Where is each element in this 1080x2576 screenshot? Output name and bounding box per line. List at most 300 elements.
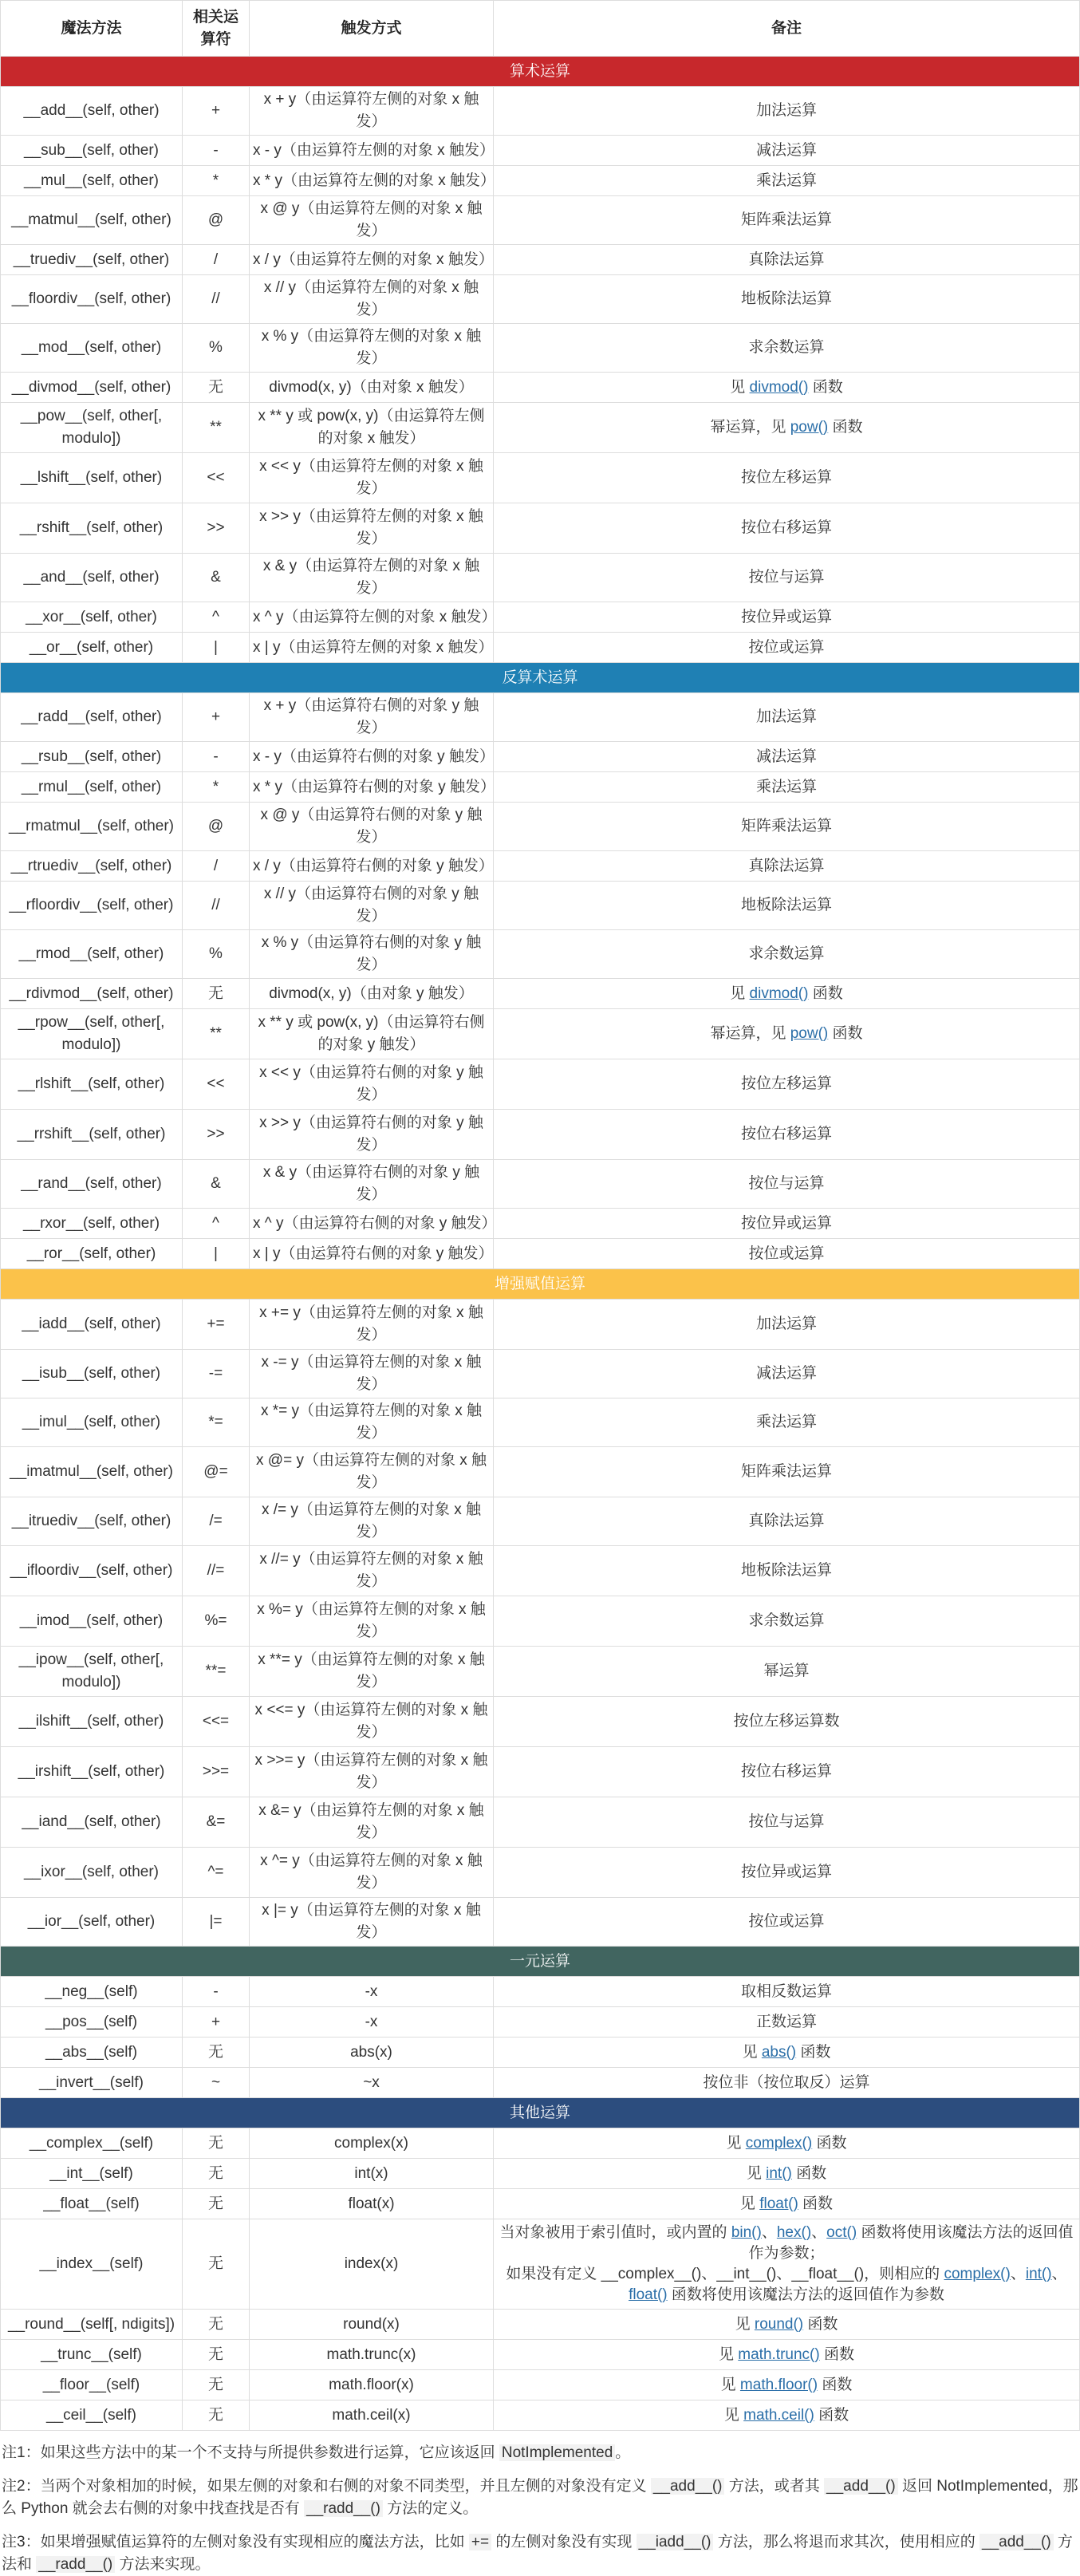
method-cell: __imod__(self, other) [1,1596,183,1647]
method-cell: __floordiv__(self, other) [1,275,183,324]
remark-text: 见 [719,2345,739,2363]
method-cell: __rmod__(self, other) [1,930,183,979]
table-row [1,136,1080,166]
remark-text: 函数 [791,2164,827,2182]
table-row [1,2340,1080,2370]
remark-cell [494,1110,1080,1160]
note-text: 注1：如果这些方法中的某一个不支持与所提供参数进行运算，它应该返回 [2,2444,499,2461]
table-row [1,1300,1080,1350]
remark-cell [494,1497,1080,1546]
table-row [1,2370,1080,2400]
remark-text: 见 [726,2134,746,2152]
section-row [1,1269,1080,1300]
remark-text: 加法运算 [755,102,817,119]
table-row [1,1977,1080,2007]
table-row [1,1596,1080,1647]
trigger-cell: x * y（由运算符左侧的对象 x 触发） [250,166,494,196]
trigger-cell: x // y（由运算符右侧的对象 y 触发） [250,882,494,930]
table-row [1,1209,1080,1239]
function-link[interactable]: complex() [745,2134,813,2152]
method-cell: __rlshift__(self, other) [1,1059,183,1110]
method-cell: __isub__(self, other) [1,1350,183,1398]
function-link[interactable]: math.ceil() [743,2406,814,2424]
trigger-cell: x >> y（由运算符右侧的对象 y 触发） [250,1110,494,1160]
remark-cell [494,324,1080,373]
table-row [1,2128,1080,2159]
operator-cell: % [183,324,250,373]
operator-cell: << [183,453,250,503]
table-row [1,1447,1080,1497]
method-cell: __matmul__(self, other) [1,196,183,245]
method-cell: __trunc__(self) [1,2340,183,2370]
method-cell: __pow__(self, other[, modulo]) [1,403,183,453]
function-link[interactable]: float() [759,2195,798,2212]
remark-text: 取相反数运算 [740,1982,832,2000]
remark-cell [494,1300,1080,1350]
method-cell: __invert__(self) [1,2068,183,2098]
header-method: 魔法方法 [1,1,183,57]
method-cell: __rshift__(self, other) [1,503,183,554]
method-cell: __imul__(self, other) [1,1398,183,1447]
table-row [1,87,1080,136]
trigger-cell: x /= y（由运算符左侧的对象 x 触发） [250,1497,494,1546]
function-link[interactable]: float() [629,2286,668,2303]
method-cell: __complex__(self) [1,2128,183,2159]
method-cell: __rand__(self, other) [1,1160,183,1209]
remark-text: 函数 [828,1025,863,1042]
function-link[interactable]: int() [766,2164,792,2182]
operator-cell: ^= [183,1848,250,1898]
operator-cell: ~ [183,2068,250,2098]
method-cell: __ior__(self, other) [1,1898,183,1947]
note-text: 注3：如果增强赋值运算符的左侧对象没有实现相应的魔法方法，比如 [2,2534,469,2550]
trigger-cell: x * y（由运算符右侧的对象 y 触发） [250,772,494,803]
section-row [1,2098,1080,2128]
function-link[interactable]: complex() [944,2266,1011,2282]
function-link[interactable]: int() [1025,2266,1052,2282]
remark-text: 如果没有定义 __complex__()、__int__()、__float__()，则相应的 [506,2266,944,2282]
remark-text: 按位或运算 [748,1913,825,1930]
remark-text: 、 [1010,2266,1026,2282]
table-row [1,2219,1080,2310]
remark-text: 函数 [812,2134,847,2152]
trigger-cell: divmod(x, y)（由对象 x 触发） [250,373,494,403]
operator-cell: - [183,742,250,772]
method-cell: __itruediv__(self, other) [1,1497,183,1546]
table-row [1,1898,1080,1947]
table-row [1,324,1080,373]
remark-text: 乘法运算 [755,778,817,795]
operator-cell: 无 [183,2340,250,2370]
remark-text: 求余数运算 [748,1612,825,1629]
table-row [1,1647,1080,1697]
remark-cell [494,1797,1080,1848]
operator-cell: >> [183,503,250,554]
operator-cell: @ [183,803,250,851]
trigger-cell: x *= y（由运算符左侧的对象 x 触发） [250,1398,494,1447]
section-title: 反算术运算 [1,663,1080,693]
remark-text: 按位或运算 [748,1245,825,1262]
inline-code: __add__() [979,2534,1054,2550]
function-link[interactable]: math.floor() [739,2376,818,2393]
table-row [1,275,1080,324]
trigger-cell: x & y（由运算符左侧的对象 x 触发） [250,554,494,602]
trigger-cell: round(x) [250,2310,494,2340]
operator-cell: | [183,1239,250,1269]
trigger-cell: x @ y（由运算符左侧的对象 x 触发） [250,196,494,245]
operator-cell: & [183,1160,250,1209]
remark-text: 见 [720,2376,740,2393]
trigger-cell: math.trunc(x) [250,2340,494,2370]
table-row [1,633,1080,663]
remark-text: 函数将使用该魔法方法的返回值作为参数 [667,2286,944,2303]
trigger-cell: index(x) [250,2219,494,2310]
table-row [1,245,1080,275]
note-text: 返回 NotImplemented，那么 Python 就会去右侧的对象中找查找是否有 [2,2478,1078,2517]
remark-text: 地板除法运算 [740,897,832,913]
method-cell: __ipow__(self, other[, modulo]) [1,1647,183,1697]
operator-cell: ^ [183,602,250,633]
remark-text: 幂运算 [763,1663,810,1679]
table-row [1,196,1080,245]
method-cell: __rxor__(self, other) [1,1209,183,1239]
section-title: 算术运算 [1,57,1080,87]
table-row [1,979,1080,1009]
remark-text: 正数运算 [755,2013,817,2030]
remark-cell [494,1398,1080,1447]
operator-cell: * [183,772,250,803]
operator-cell: 无 [183,2128,250,2159]
inline-code: __add__() [824,2478,898,2495]
remark-cell [494,1697,1080,1747]
remark-text: 幂运算，见 [710,1025,790,1042]
function-link[interactable]: round() [754,2315,804,2333]
operator-cell: / [183,851,250,882]
table-body [1,57,1080,2431]
trigger-cell: abs(x) [250,2038,494,2068]
remark-cell [494,2068,1080,2098]
operator-cell: 无 [183,2370,250,2400]
remark-text: 、 [761,2224,777,2241]
trigger-cell: x | y（由运算符右侧的对象 y 触发） [250,1239,494,1269]
remark-text: 按位左移运算数 [733,1713,840,1730]
operator-cell: % [183,930,250,979]
method-cell: __rrshift__(self, other) [1,1110,183,1160]
table-row [1,2310,1080,2340]
remark-text: 乘法运算 [755,172,817,189]
remark-text: 按位右移运算 [740,1126,832,1142]
remark-cell [494,1059,1080,1110]
table-row [1,602,1080,633]
method-cell: __irshift__(self, other) [1,1747,183,1797]
trigger-cell: x & y（由运算符右侧的对象 y 触发） [250,1160,494,1209]
operator-cell: += [183,1300,250,1350]
table-row [1,1239,1080,1269]
remark-text: 真除法运算 [748,1513,825,1529]
remark-text: 地板除法运算 [740,290,832,307]
table-row [1,1697,1080,1747]
section-row [1,1947,1080,1977]
remark-text: 函数 [828,419,863,436]
function-link[interactable]: bin() [731,2224,762,2241]
remark-cell [494,2007,1080,2038]
method-cell: __index__(self) [1,2219,183,2310]
remark-text: 按位左移运算 [740,1075,832,1092]
table-row [1,403,1080,453]
note-text: 方法的定义。 [382,2500,479,2517]
method-cell: __rsub__(self, other) [1,742,183,772]
operator-cell: 无 [183,2189,250,2219]
operator-cell: 无 [183,2159,250,2189]
remark-text: 按位右移运算 [740,1763,832,1780]
remark-text: 按位左移运算 [740,469,832,486]
trigger-cell: x //= y（由运算符左侧的对象 x 触发） [250,1546,494,1596]
table-row [1,742,1080,772]
remark-text: 当对象被用于索引值时，或内置的 [499,2224,731,2241]
operator-cell: // [183,275,250,324]
inline-code: __radd__() [36,2556,115,2573]
remark-text: 按位与运算 [748,1813,825,1830]
trigger-cell: math.ceil(x) [250,2400,494,2431]
remark-cell [494,742,1080,772]
operator-cell: 无 [183,979,250,1009]
remark-text: 函数 [798,2195,834,2212]
remark-cell [494,136,1080,166]
remark-cell [494,196,1080,245]
table-row [1,1009,1080,1059]
trigger-cell: -x [250,2007,494,2038]
table-row [1,772,1080,803]
method-cell: __iand__(self, other) [1,1797,183,1848]
remark-cell [494,1898,1080,1947]
function-link[interactable]: oct() [826,2224,857,2241]
operator-cell: >>= [183,1747,250,1797]
trigger-cell: x &= y（由运算符左侧的对象 x 触发） [250,1797,494,1848]
remark-text: 减法运算 [755,748,817,765]
operator-cell: |= [183,1898,250,1947]
function-link[interactable]: divmod() [749,378,809,396]
function-link[interactable]: divmod() [749,984,809,1002]
remark-cell [494,1239,1080,1269]
header-row [1,1,1080,57]
remark-cell [494,882,1080,930]
trigger-cell: x ^ y（由运算符左侧的对象 x 触发） [250,602,494,633]
remark-cell [494,373,1080,403]
remark-text: 按位右移运算 [740,519,832,536]
operator-cell: 无 [183,2219,250,2310]
remark-text: 函数 [808,378,843,396]
remark-text: 见 [735,2315,755,2333]
remark-cell [494,166,1080,196]
trigger-cell: x << y（由运算符左侧的对象 x 触发） [250,453,494,503]
table-row [1,2068,1080,2098]
remark-cell [494,1209,1080,1239]
remark-text: 函数 [796,2043,831,2061]
method-cell: __xor__(self, other) [1,602,183,633]
remark-text: 真除法运算 [748,250,825,268]
operator-cell: * [183,166,250,196]
trigger-cell: math.floor(x) [250,2370,494,2400]
trigger-cell: x >> y（由运算符左侧的对象 x 触发） [250,503,494,554]
remark-cell [494,2340,1080,2370]
method-cell: __truediv__(self, other) [1,245,183,275]
operator-cell: -= [183,1350,250,1398]
trigger-cell: x >>= y（由运算符左侧的对象 x 触发） [250,1747,494,1797]
trigger-cell: x ^ y（由运算符右侧的对象 y 触发） [250,1209,494,1239]
trigger-cell: x << y（由运算符右侧的对象 y 触发） [250,1059,494,1110]
table-row [1,503,1080,554]
method-cell: __ror__(self, other) [1,1239,183,1269]
remark-cell [494,1596,1080,1647]
remark-cell [494,2038,1080,2068]
trigger-cell: -x [250,1977,494,2007]
trigger-cell: x + y（由运算符右侧的对象 y 触发） [250,693,494,742]
section-row [1,663,1080,693]
method-cell: __divmod__(self, other) [1,373,183,403]
header-operator: 相关运算符 [183,1,250,57]
inline-code: NotImplemented [499,2444,615,2461]
remark-cell [494,2400,1080,2431]
remark-cell [494,1160,1080,1209]
table-row [1,1497,1080,1546]
operator-cell: // [183,882,250,930]
operator-cell: *= [183,1398,250,1447]
remark-text: 真除法运算 [748,857,825,874]
note-text: 的左侧对象没有实现 [491,2534,637,2550]
trigger-cell: x += y（由运算符左侧的对象 x 触发） [250,1300,494,1350]
note-paragraph [0,2442,1079,2464]
trigger-cell: complex(x) [250,2128,494,2159]
function-link[interactable]: math.trunc() [738,2345,820,2363]
trigger-cell: x ^= y（由运算符左侧的对象 x 触发） [250,1848,494,1898]
remark-text: 矩阵乘法运算 [740,211,832,228]
trigger-cell: x // y（由运算符左侧的对象 x 触发） [250,275,494,324]
remark-text: 函数 [818,2376,853,2393]
section-row [1,57,1080,87]
remark-text: 地板除法运算 [740,1562,832,1579]
operator-cell: + [183,87,250,136]
trigger-cell: x | y（由运算符左侧的对象 x 触发） [250,633,494,663]
trigger-cell: x **= y（由运算符左侧的对象 x 触发） [250,1647,494,1697]
remark-text: 见 [742,2043,762,2061]
notes [0,2442,1079,2576]
remark-cell [494,633,1080,663]
remark-cell [494,403,1080,453]
method-cell: __floor__(self) [1,2370,183,2400]
remark-text: 求余数运算 [748,339,825,356]
remark-cell [494,930,1080,979]
function-link[interactable]: hex() [776,2224,812,2241]
operator-cell: | [183,633,250,663]
trigger-cell: int(x) [250,2159,494,2189]
method-cell: __add__(self, other) [1,87,183,136]
function-link[interactable]: pow() [790,1025,829,1042]
table-row [1,1160,1080,1209]
method-cell: __rfloordiv__(self, other) [1,882,183,930]
remark-text: 按位异或运算 [740,608,832,625]
trigger-cell: x ** y 或 pow(x, y)（由运算符左侧的对象 x 触发） [250,403,494,453]
remark-text: 见 [730,984,750,1002]
operator-cell: @ [183,196,250,245]
remark-text: 函数 [803,2315,838,2333]
remark-cell [494,2370,1080,2400]
method-cell: __rpow__(self, other[, modulo]) [1,1009,183,1059]
section-title: 其他运算 [1,2098,1080,2128]
remark-text: 求余数运算 [748,945,825,962]
remark-text: 见 [723,2406,744,2424]
method-cell: __imatmul__(self, other) [1,1447,183,1497]
inline-code: += [469,2534,491,2550]
method-cell: __ixor__(self, other) [1,1848,183,1898]
operator-cell: >> [183,1110,250,1160]
trigger-cell: float(x) [250,2189,494,2219]
table-row [1,373,1080,403]
remark-text: 减法运算 [755,1365,817,1382]
table-row [1,1398,1080,1447]
trigger-cell: x @ y（由运算符右侧的对象 y 触发） [250,803,494,851]
remark-cell [494,772,1080,803]
remark-cell [494,2128,1080,2159]
method-cell: __neg__(self) [1,1977,183,2007]
remark-text: 加法运算 [755,708,817,725]
trigger-cell: x + y（由运算符左侧的对象 x 触发） [250,87,494,136]
trigger-cell: divmod(x, y)（由对象 y 触发） [250,979,494,1009]
header-trigger: 触发方式 [250,1,494,57]
operator-cell: ** [183,403,250,453]
operator-cell: @= [183,1447,250,1497]
function-link[interactable]: abs() [761,2043,797,2061]
note-paragraph [0,2531,1079,2576]
remark-text: 函数将使用该魔法方法的返回值作为参数； [748,2224,1074,2262]
remark-text: 按位异或运算 [740,1864,832,1880]
method-cell: __pos__(self) [1,2007,183,2038]
table-row [1,851,1080,882]
function-link[interactable]: pow() [790,419,829,436]
remark-cell [494,851,1080,882]
remark-text: 乘法运算 [755,1414,817,1430]
table-row [1,166,1080,196]
remark-text: 按位异或运算 [740,1214,832,1232]
method-cell: __iadd__(self, other) [1,1300,183,1350]
operator-cell: ^ [183,1209,250,1239]
remark-cell [494,803,1080,851]
remark-cell [494,1009,1080,1059]
trigger-cell: x - y（由运算符右侧的对象 y 触发） [250,742,494,772]
operator-cell: ** [183,1009,250,1059]
operator-cell: <<= [183,1697,250,1747]
remark-cell [494,1447,1080,1497]
remark-cell [494,1977,1080,2007]
operator-cell: + [183,693,250,742]
operator-cell: 无 [183,2400,250,2431]
note-text: 。 [615,2444,631,2461]
table-row [1,2038,1080,2068]
operator-cell: << [183,1059,250,1110]
table-row [1,930,1080,979]
method-cell: __ceil__(self) [1,2400,183,2431]
remark-text: 按位或运算 [748,638,825,656]
remark-cell [494,275,1080,324]
trigger-cell: x -= y（由运算符左侧的对象 x 触发） [250,1350,494,1398]
table-row [1,1350,1080,1398]
table-row [1,1797,1080,1848]
inline-code: __add__() [651,2478,725,2495]
table-row [1,882,1080,930]
table-row [1,803,1080,851]
remark-text: 、 [1051,2266,1067,2282]
operator-cell: %= [183,1596,250,1647]
remark-text: 见 [739,2195,760,2212]
